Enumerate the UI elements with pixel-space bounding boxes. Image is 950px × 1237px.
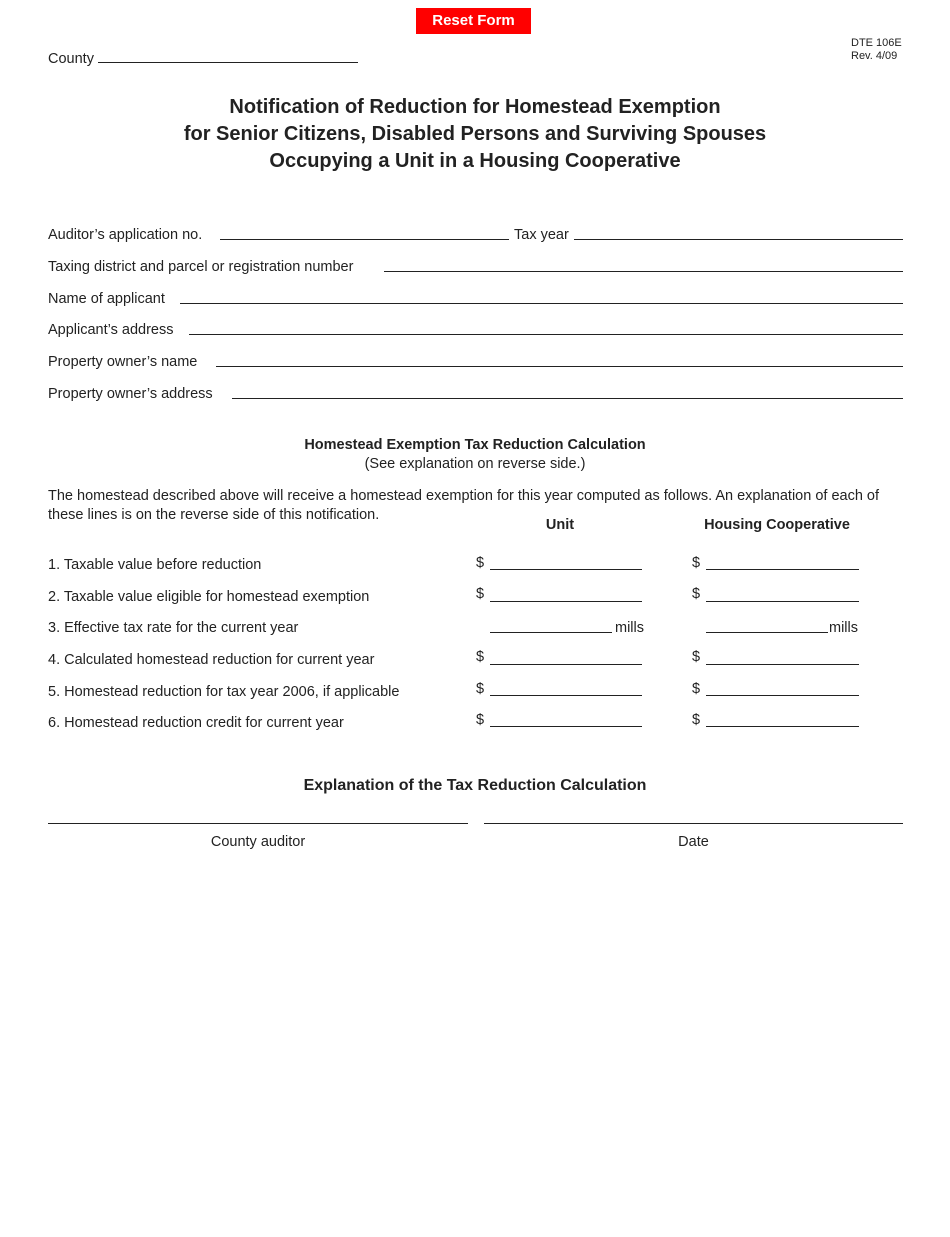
reset-form-button[interactable]: Reset Form bbox=[416, 8, 531, 34]
owner-name-label: Property owner’s name bbox=[48, 354, 198, 370]
line-1-unit-dollar: $ bbox=[476, 555, 485, 571]
line-4-coop-dollar: $ bbox=[692, 649, 701, 665]
col-header-unit: Unit bbox=[530, 517, 590, 534]
line-2-label: 2. Taxable value eligible for homestead exemption bbox=[48, 589, 370, 605]
line-1-label: 1. Taxable value before reduction bbox=[48, 557, 262, 573]
line-4-coop-input[interactable] bbox=[708, 647, 857, 665]
owner-address-input[interactable] bbox=[234, 381, 901, 399]
line-5-unit-input[interactable] bbox=[492, 678, 640, 696]
line-3-unit-mills: mills bbox=[615, 620, 644, 636]
line-6-unit-input[interactable] bbox=[492, 709, 640, 727]
line-2-unit-dollar: $ bbox=[476, 586, 485, 602]
line-6-coop-dollar: $ bbox=[692, 712, 701, 728]
applicant-name-input[interactable] bbox=[182, 286, 901, 304]
county-label: County bbox=[48, 51, 94, 67]
line-5-unit-dollar: $ bbox=[476, 681, 485, 697]
line-6-label: 6. Homestead reduction credit for current year bbox=[48, 715, 344, 731]
date-input[interactable] bbox=[486, 804, 901, 822]
county-auditor-label: County auditor bbox=[210, 834, 306, 850]
county-auditor-signature-line bbox=[48, 823, 468, 824]
line-6-unit-dollar: $ bbox=[476, 712, 485, 728]
line-1-coop-dollar: $ bbox=[692, 555, 701, 571]
auditor-app-no-input[interactable] bbox=[222, 222, 507, 240]
title-line-1: Notification of Reduction for Homestead Exemption bbox=[229, 96, 721, 118]
date-label: Date bbox=[678, 834, 709, 850]
county-input[interactable] bbox=[100, 46, 356, 64]
county-auditor-input[interactable] bbox=[50, 804, 466, 822]
applicant-address-label: Applicant’s address bbox=[48, 322, 174, 338]
line-4-unit-dollar: $ bbox=[476, 649, 485, 665]
tax-year-label: Tax year bbox=[514, 227, 569, 243]
line-3-coop-mills: mills bbox=[829, 620, 858, 636]
line-3-coop-input[interactable] bbox=[708, 615, 826, 633]
applicant-address-input[interactable] bbox=[191, 317, 901, 335]
title-line-3: Occupying a Unit in a Housing Cooperative bbox=[269, 150, 681, 172]
line-2-coop-input[interactable] bbox=[708, 584, 857, 602]
line-5-coop-input[interactable] bbox=[708, 678, 857, 696]
tax-year-input[interactable] bbox=[576, 222, 901, 240]
line-1-coop-input[interactable] bbox=[708, 552, 857, 570]
calc-subheading: (See explanation on reverse side.) bbox=[364, 456, 586, 472]
line-2-coop-dollar: $ bbox=[692, 586, 701, 602]
intro-paragraph: The homestead described above will receive a homestead exemption for this year computed as follows. An explanation of each of these lines is on the reverse side of this notification. bbox=[48, 488, 880, 523]
form-code: Rev. 4/09 bbox=[851, 50, 898, 62]
line-4-label: 4. Calculated homestead reduction for current year bbox=[48, 652, 375, 668]
line-3-unit-input[interactable] bbox=[492, 615, 610, 633]
title-line-2: for Senior Citizens, Disabled Persons and Surviving Spouses bbox=[183, 123, 767, 145]
line-5-coop-dollar: $ bbox=[692, 681, 701, 697]
calc-heading: Homestead Exemption Tax Reduction Calculation bbox=[304, 437, 646, 453]
line-4-unit-input[interactable] bbox=[492, 647, 640, 665]
line-6-coop-input[interactable] bbox=[708, 709, 857, 727]
line-5-label: 5. Homestead reduction for tax year 2006, if applicable bbox=[48, 684, 400, 700]
owner-address-label: Property owner’s address bbox=[48, 386, 213, 402]
line-3-label: 3. Effective tax rate for the current year bbox=[48, 620, 299, 636]
applicant-name-label: Name of applicant bbox=[48, 291, 165, 307]
line-1-unit-input[interactable] bbox=[492, 552, 640, 570]
explanation-heading: Explanation of the Tax Reduction Calculation bbox=[303, 777, 647, 794]
owner-name-input[interactable] bbox=[218, 349, 901, 367]
date-signature-line bbox=[484, 823, 903, 824]
auditor-app-no-label: Auditor’s application no. bbox=[48, 227, 203, 243]
col-header-coop: Housing Cooperative bbox=[692, 517, 862, 534]
taxing-district-label: Taxing district and parcel or registration number bbox=[48, 259, 354, 275]
line-2-unit-input[interactable] bbox=[492, 584, 640, 602]
taxing-district-input[interactable] bbox=[386, 254, 901, 272]
page-title bbox=[0, 94, 950, 175]
form-number: DTE 106E bbox=[851, 37, 902, 49]
